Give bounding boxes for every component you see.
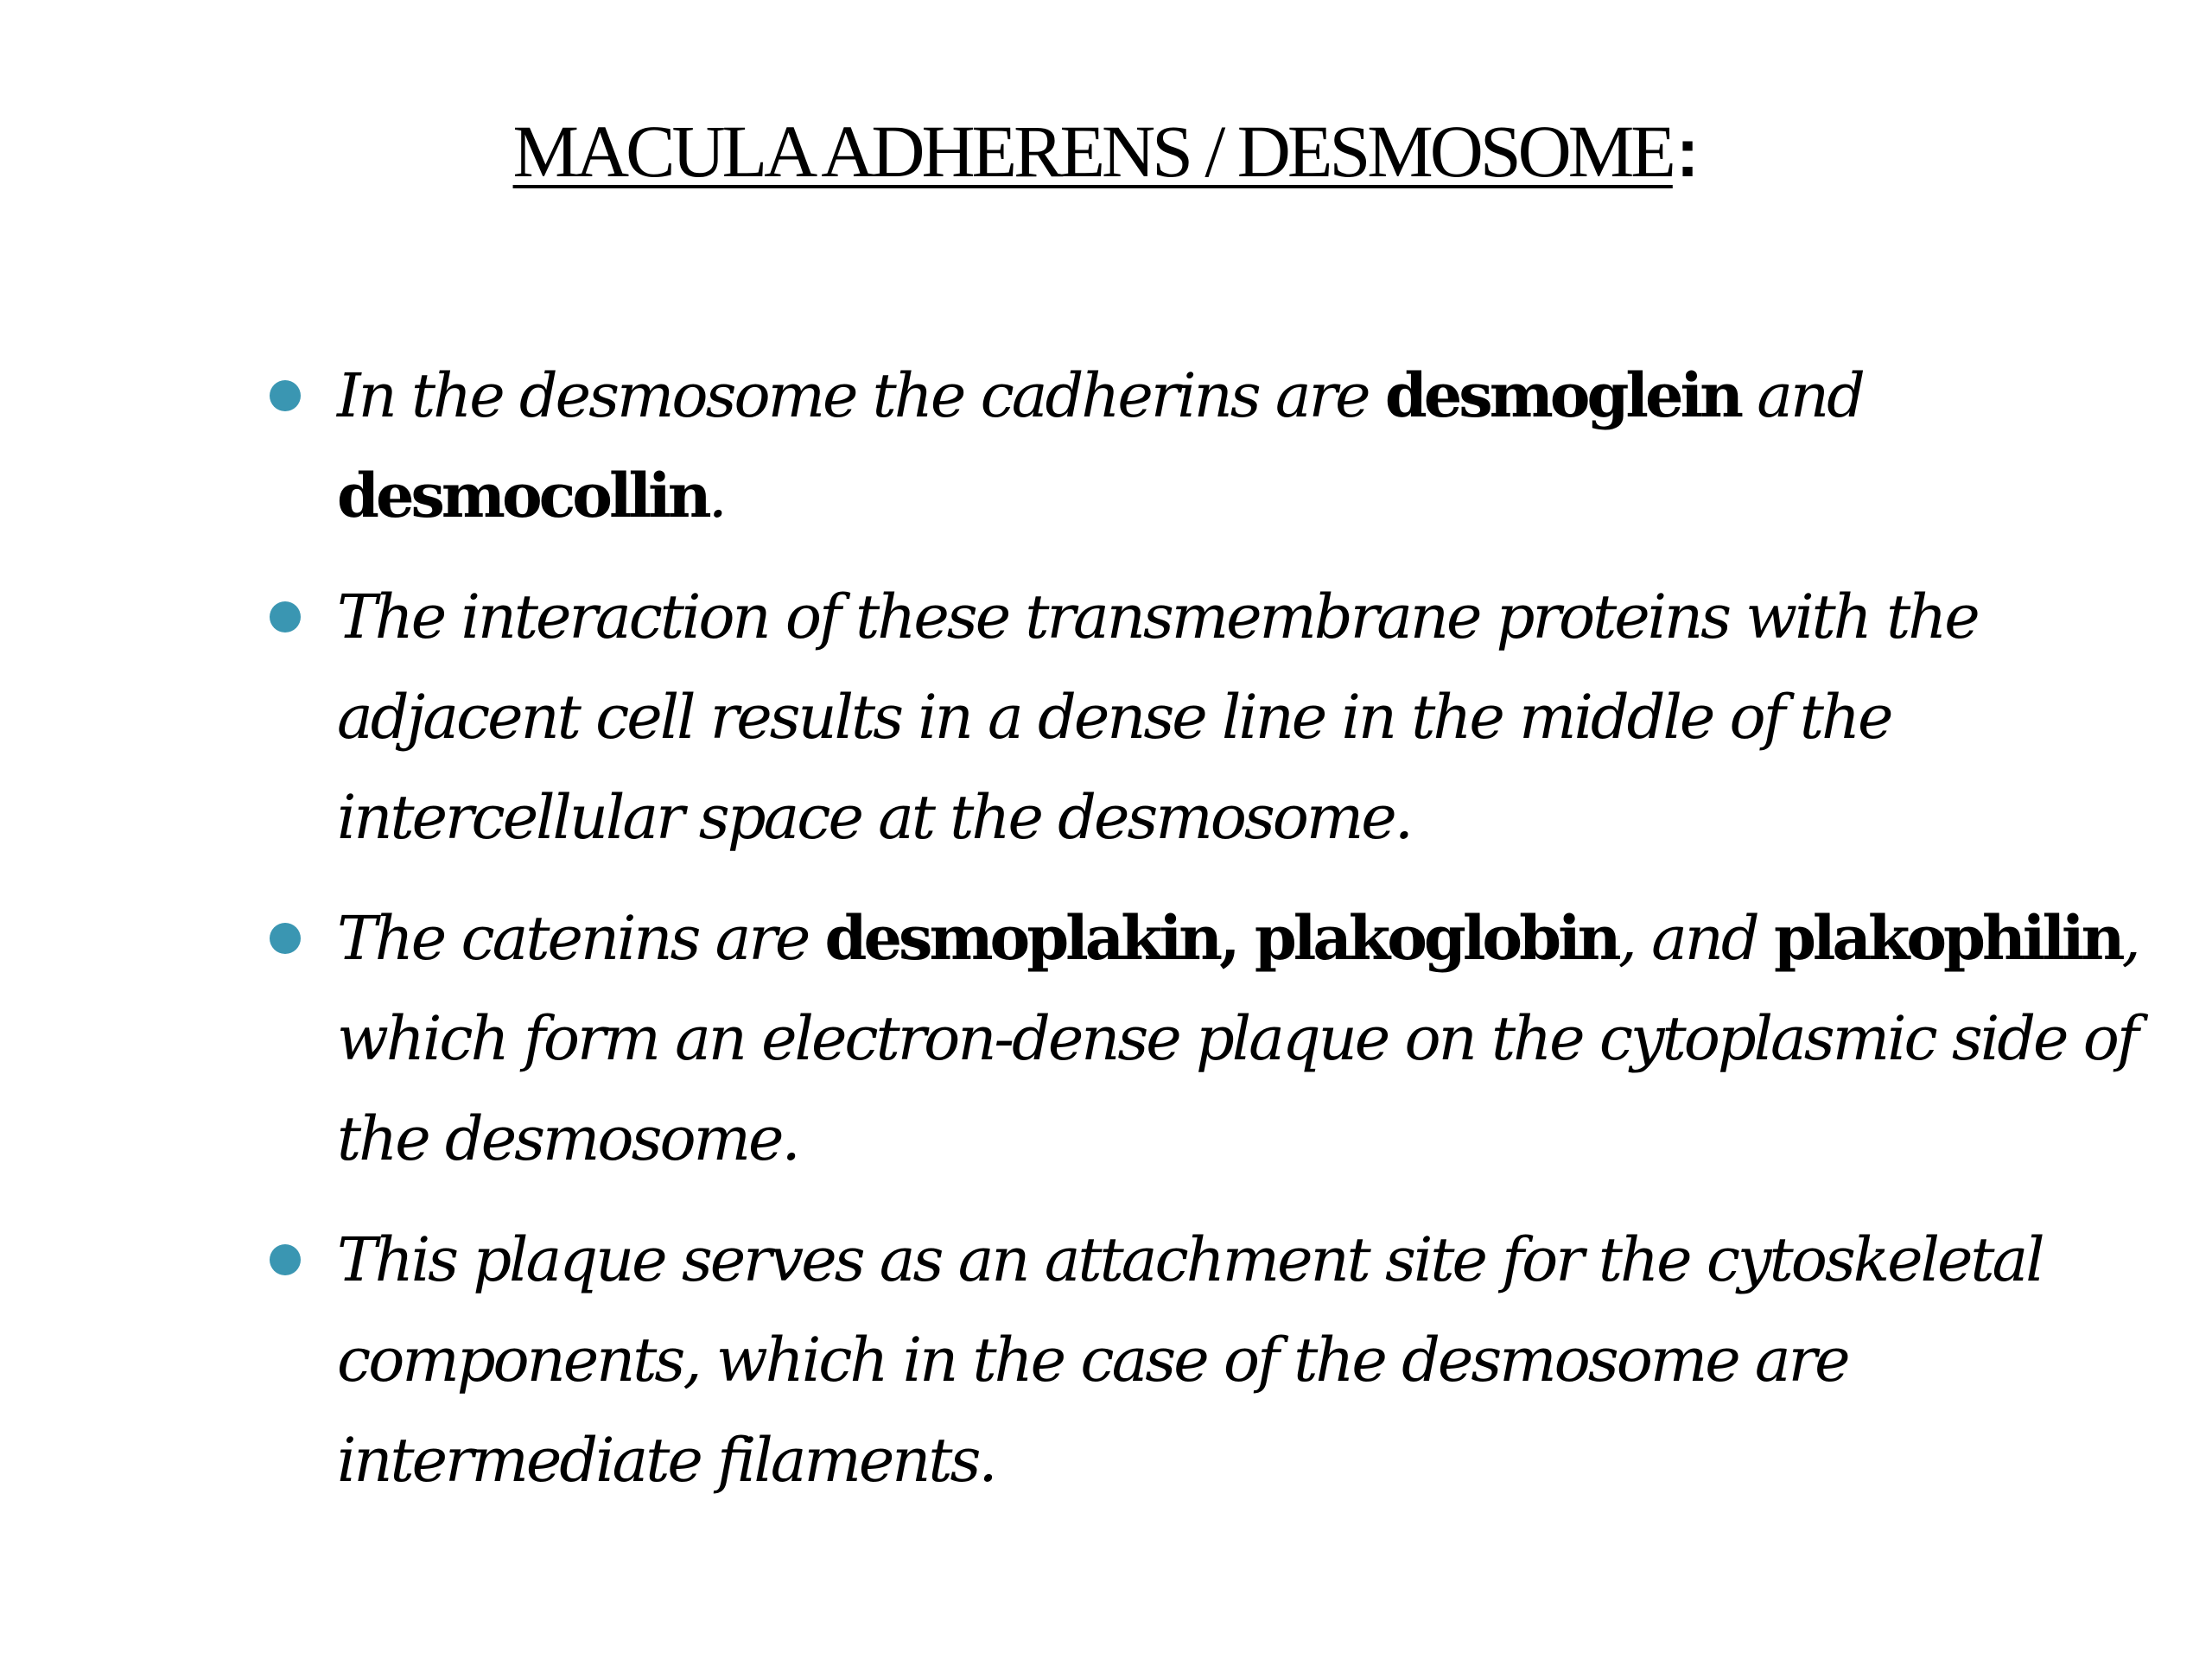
bullet-dot-icon [270, 601, 301, 632]
bullet-dot-icon [270, 923, 301, 954]
bullet-item [0, 346, 2212, 546]
bullet-text-segment: In the desmosome the cadherins are [337, 360, 1385, 431]
bullet-list [0, 346, 2212, 1531]
bullet-text-segment: and [1740, 360, 1863, 431]
bullet-item [0, 888, 2212, 1189]
bullet-text-bold: desmocollin [337, 460, 709, 531]
bullet-text-bold: plakophilin [1773, 902, 2122, 974]
bullet-text-segment: , which form an electron-dense plaque on the cytoplasmic side of the desmosome. [337, 903, 2139, 1174]
bullet-text-segment: The catenins are [337, 903, 825, 974]
bullet-text-segment: , and [1618, 903, 1774, 974]
bullet-text-bold: desmoglein [1384, 359, 1741, 431]
bullet-text-bold: desmoplakin, plakoglobin [824, 902, 1618, 974]
slide-title-colon: : [1675, 114, 1700, 191]
bullet-item [0, 1210, 2212, 1510]
bullet-text-segment: This plaque serves as an attachment site for the cytoskeletal components, which in the case of the desmosome are intermediate filaments. [337, 1224, 2043, 1496]
bullet-item [0, 567, 2212, 868]
bullet-text-segment: The interaction of these transmembrane proteins with the adjacent cell results in a dense line in the middle of the intercellular space at the desmosome. [337, 582, 1978, 853]
bullet-dot-icon [270, 1244, 301, 1275]
bullet-dot-icon [270, 380, 301, 411]
slide-title-text: MACULA ADHERENS / DESMOSOME [512, 110, 1673, 193]
bullet-text-segment: . [708, 461, 725, 531]
slide-title [0, 111, 2212, 193]
